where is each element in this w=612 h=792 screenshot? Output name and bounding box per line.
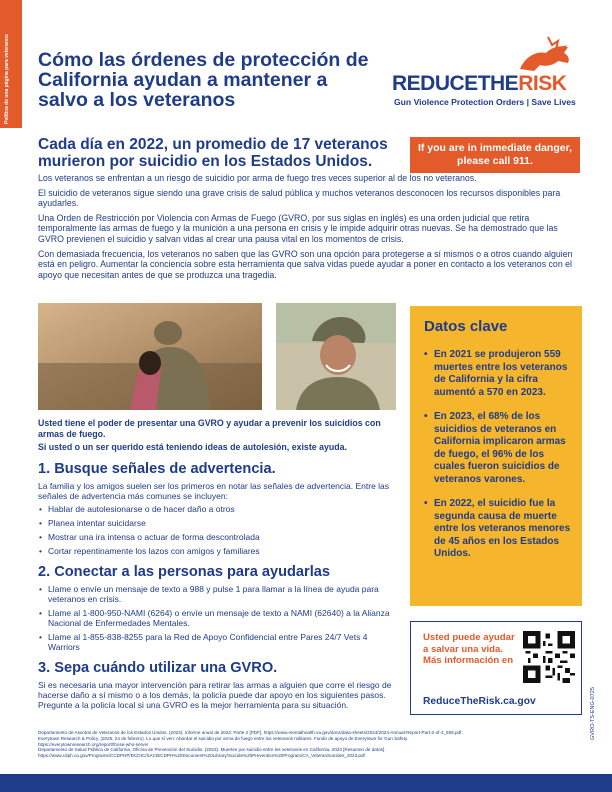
warning-sign-item: • Hablar de autolesionarse o de hacer daño a otros	[38, 504, 400, 514]
side-tab-label: Política de una página para veteranos	[4, 34, 10, 124]
intro-paragraph: Los veteranos se enfrentan a un riesgo de suicidio por arma de fuego tres veces superior al de los no veteranos.	[38, 173, 477, 183]
page-title: Cómo las órdenes de protección de California ayudan a mantener a salvo a los veteranos	[38, 49, 369, 111]
qr-code-icon[interactable]	[523, 631, 575, 683]
intro-paragraph: Una Orden de Restricción por Violencia con Armas de Fuego (GVRO, por sus siglas en inglés) es una orden judicial que retira temporalmente las armas de fuego y la munición a una persona en crisis y le impide adquirir otras nuevas. Se ha demostrado que las GVRO previenen el suicidio y salvan vidas al crear una pausa vital en los momentos de crisis.	[38, 212, 558, 244]
key-facts-list	[424, 349, 572, 561]
warning-sign-item: • Planea intentar suicidarse	[38, 518, 400, 528]
reference-line: Departamento de Salud Pública de California, Oficina de Prevención del Suicidio. (2023). Muertes por suicidio entre los veteranos en California, 2023 [Resumen de datos].	[38, 747, 386, 753]
reference-link[interactable]: https://everytownresearch.org/report/those-who-serve/	[38, 741, 149, 747]
key-fact-item: • En 2022, el suicidio fue la segunda causa de muerte entre los veteranos menores de 45 años en los Estados Unidos.	[424, 498, 572, 561]
section-heading-connect: 2. Conectar a las personas para ayudarlas	[38, 563, 331, 580]
key-facts-box	[410, 306, 582, 606]
contact-item: • Llame al 1-855-838-8255 para la Red de Apoyo Confidencial entre Pares 24/7 Vets 4 Warriors	[38, 632, 400, 652]
intro-paragraph: Con demasiada frecuencia, los veteranos no saben que las GVRO son una opción para protegerse a sí mismos o a otros cuando alguien está en peligro. Aumentar la conciencia sobre esta herramienta que salva vidas puede ayudar a poner en contacto a los veteranos con el apoyo que necesitan antes de que se produzca una tragedia.	[38, 248, 573, 280]
reference-link[interactable]: https://www.cdph.ca.gov/Programs/CCDPHP/DCDIC/SACB/CDPH%20Document%20Library/Suicide%20Prevention%20Program/CA_VeteranSuicides_2023.pdf	[38, 753, 365, 759]
warning-signs-list	[38, 504, 400, 556]
warning-sign-item: • Mostrar una ira intensa o actuar de forma descontrolada	[38, 532, 400, 542]
logo-wordmark: REDUCETHERISK	[392, 72, 567, 95]
call-to-action-box	[410, 621, 582, 715]
help-statement: Si usted o un ser querido está teniendo ideas de autolesión, existe ayuda.	[38, 442, 347, 453]
key-fact-item: • En 2023, el 68% de los suicidios de veteranos en California implicaron armas de fuego, el 96% de los cuales fueron suicidios de veteranos varones.	[424, 411, 572, 486]
empowerment-statement: Usted tiene el poder de presentar una GVRO y ayudar a prevenir los suicidios con armas de fuego.	[38, 418, 381, 439]
photo-female-soldier	[276, 303, 396, 410]
document-code: GVRO-TS-ENG-0725	[590, 687, 596, 740]
logo-tagline: Gun Violence Protection Orders | Save Lives	[394, 97, 576, 107]
key-fact-item: • En 2021 se produjeron 559 muertes entre los veteranos de California y la cifra aumentó a 570 en 2023.	[424, 349, 572, 399]
main-content	[38, 418, 400, 710]
gvro-paragraph: Si es necesaria una mayor intervención para retirar las armas a alguien que corre el riesgo de hacerse daño a sí mismo o a los demás, la policía puede dar apoyo en los siguientes pasos. Pregunte a la policía local si una GVRO es la mejor herramienta para su situación.	[38, 679, 392, 710]
contact-item: • Llame al 1-800-950-NAMI (6264) o envíe un mensaje de texto a NAMI (62640) a la Alianza Nacional de Enfermedades Mentales.	[38, 608, 400, 628]
section-heading-gvro: 3. Sepa cuándo utilizar una GVRO.	[38, 659, 278, 676]
contact-item: • Llame o envíe un mensaje de texto a 988 y pulse 1 para llamar a la línea de ayuda para veteranos en crisis.	[38, 584, 400, 604]
website-link[interactable]: ReduceTheRisk.ca.gov	[423, 696, 536, 707]
bear-flag-icon	[512, 35, 574, 73]
references	[38, 730, 578, 759]
contact-list	[38, 584, 400, 652]
emergency-banner: If you are in immediate danger, please call 911.	[410, 137, 580, 173]
intro-paragraph: El suicidio de veteranos sigue siendo una grave crisis de salud pública y muchos veteranos desconocen los recursos disponibles para ayudarles.	[38, 187, 561, 209]
footer-bar	[0, 774, 612, 792]
cta-text: Usted puede ayudar a salvar una vida. Más información en	[423, 632, 515, 667]
reference-line: Departamento de Asuntos de Veteranos de los Estados Unidos. (2024). Informe anual de 2024: Parte 2 [PDF]. https://www.mentalhealth.va.gov/docs/data-sheets/2024/2024-Annual-Report-Part-2-of-2_508.pdf	[38, 730, 462, 735]
side-tab	[0, 0, 22, 128]
section-heading-warning-signs: 1. Busque señales de advertencia.	[38, 460, 276, 477]
lead-statement: Cada día en 2022, un promedio de 17 veteranos murieron por suicidio en los Estados Unidos.	[38, 136, 388, 170]
warning-signs-intro: La familia y los amigos suelen ser los primeros en notar las señales de advertencia. Entre las señales de advertencia más comunes se incluyen:	[38, 480, 390, 501]
warning-sign-item: • Cortar repentinamente los lazos con amigos y familiares	[38, 546, 400, 556]
reduce-the-risk-logo	[392, 35, 582, 115]
reference-line: Everytown Research & Policy. (2025, 24 de febrero). Lo que sí ven: Abordar el suicidio por arma de fuego entre los veteranos militares. Fondo de apoyo de Everytown for Gun Safety.	[38, 735, 409, 741]
key-facts-title: Datos clave	[424, 318, 508, 335]
intro-section	[38, 173, 584, 284]
photo-soldier-hugging-child	[38, 303, 262, 410]
